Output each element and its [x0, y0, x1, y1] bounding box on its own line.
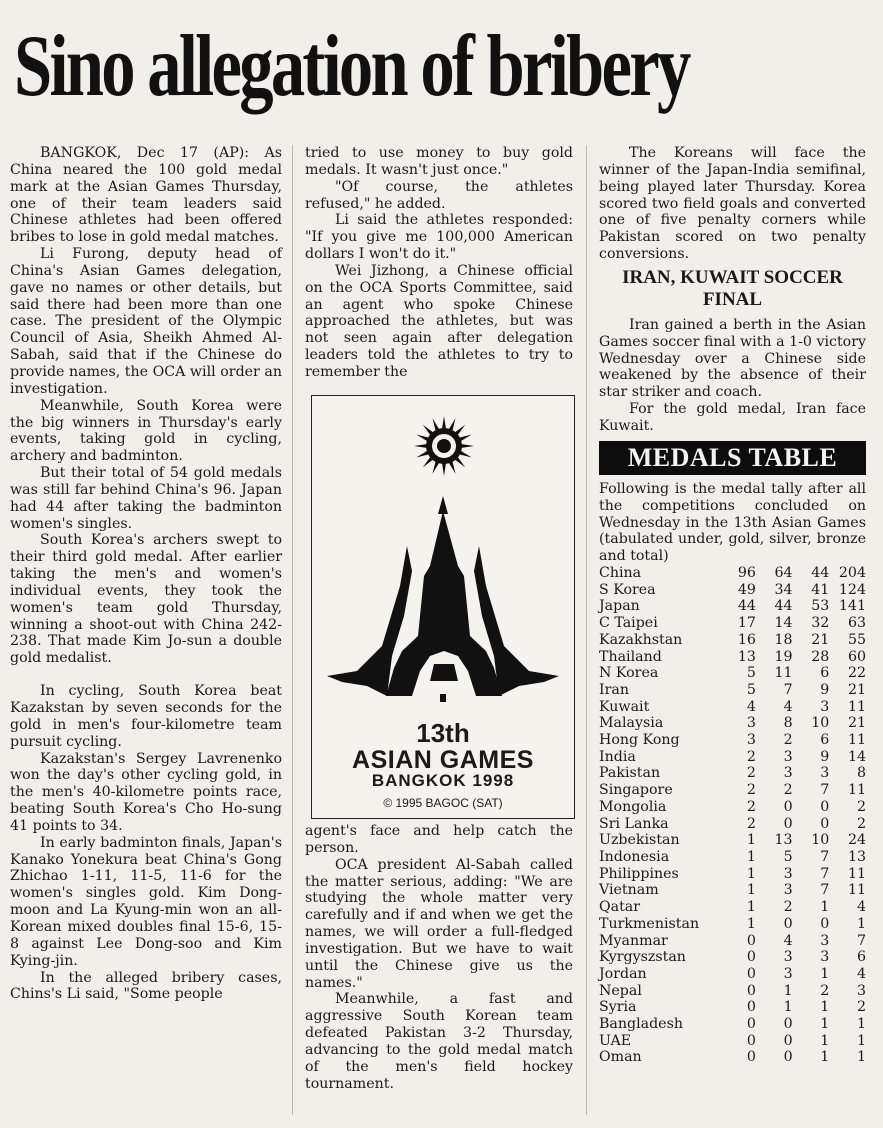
silver-cell: 3: [783, 965, 793, 982]
bronze-cell: 7: [820, 848, 830, 865]
total-cell: 4: [856, 899, 866, 916]
country-cell: Nepal: [599, 982, 642, 999]
country-cell: Mongolia: [599, 798, 667, 815]
medal-row: [599, 582, 866, 599]
gold-cell: 4: [746, 698, 756, 715]
medal-row: [599, 665, 866, 682]
gold-cell: 1: [746, 882, 756, 899]
silver-cell: 3: [783, 865, 793, 882]
medal-row: [599, 999, 866, 1016]
paragraph: Iran gained a berth in the Asian Games soccer final with a 1-0 victory Wednesday over a Chinese side weakened by the absence of their star striker and coach.: [599, 316, 866, 401]
gold-cell: 44: [737, 598, 756, 615]
country-cell: Indonesia: [599, 848, 670, 865]
silver-cell: 2: [783, 899, 793, 916]
bronze-cell: 3: [820, 765, 830, 782]
country-cell: India: [599, 748, 636, 765]
total-cell: 14: [847, 748, 866, 765]
country-cell: Qatar: [599, 899, 641, 916]
bronze-cell: 1: [820, 999, 830, 1016]
total-cell: 11: [847, 882, 866, 899]
bronze-cell: 2: [820, 982, 830, 999]
gold-cell: 2: [746, 782, 756, 799]
medals-table-heading: MEDALS TABLE: [599, 441, 866, 475]
silver-cell: 1: [783, 982, 793, 999]
total-cell: 4: [856, 965, 866, 982]
gold-cell: 0: [746, 982, 756, 999]
total-cell: 11: [847, 698, 866, 715]
gold-cell: 0: [746, 1032, 756, 1049]
bronze-cell: 32: [811, 615, 830, 632]
logo-title: ASIAN GAMES: [352, 746, 534, 774]
medal-row: [599, 699, 866, 716]
article-column-2-continued: [305, 823, 573, 1093]
sun-ray: [459, 451, 472, 458]
country-cell: Kuwait: [599, 698, 650, 715]
country-cell: Malaysia: [599, 715, 664, 732]
bronze-cell: 10: [811, 715, 830, 732]
gold-cell: 1: [746, 832, 756, 849]
headline: Sino allegation of bribery: [14, 18, 689, 115]
gold-cell: 0: [746, 932, 756, 949]
sun-ray: [442, 463, 446, 476]
paragraph: Meanwhile, a fast and aggressive South Korean team defeated Pakistan 3-2 Thursday, advancing to the gold medal match of the men's field hockey tournament.: [305, 991, 573, 1092]
bronze-cell: 44: [811, 565, 830, 582]
bronze-cell: 21: [811, 631, 830, 648]
total-cell: 24: [847, 832, 866, 849]
country-cell: C Taipei: [599, 615, 658, 632]
paragraph: tried to use money to buy gold medals. It wasn't just once.": [305, 145, 573, 178]
total-cell: 11: [847, 732, 866, 749]
silver-cell: 0: [783, 915, 793, 932]
silver-cell: 4: [783, 698, 793, 715]
country-cell: Kyrgyszstan: [599, 949, 686, 966]
gold-cell: 5: [746, 681, 756, 698]
country-cell: S Korea: [599, 581, 656, 598]
bronze-cell: 3: [820, 698, 830, 715]
bronze-cell: 10: [811, 832, 830, 849]
total-cell: 1: [856, 915, 866, 932]
medal-row: [599, 615, 866, 632]
total-cell: 63: [847, 615, 866, 632]
paragraph: In the alleged bribery cases, Chins's Li said, "Some people: [10, 969, 282, 1003]
bronze-cell: 0: [820, 915, 830, 932]
silver-cell: 3: [783, 949, 793, 966]
medal-row: [599, 782, 866, 799]
thai-crown-a-icon: [327, 496, 559, 702]
country-cell: Vietnam: [599, 882, 659, 899]
silver-cell: 64: [774, 565, 793, 582]
gold-cell: 2: [746, 748, 756, 765]
medal-row: [599, 765, 866, 782]
paragraph: Li Furong, deputy head of China's Asian Games delegation, gave no names or other details, but said there had been more than one case. The president of the Olympic Council of Asia, Sheikh Ahmed Al-Sabah, said that if the Chinese do provide names, the OCA will order an investigation.: [10, 246, 282, 397]
asian-games-logo: [311, 395, 575, 819]
silver-cell: 11: [774, 665, 793, 682]
sun-ray: [455, 425, 466, 436]
silver-cell: 3: [783, 882, 793, 899]
country-cell: Oman: [599, 1049, 642, 1066]
article-column-1: [10, 145, 282, 1003]
country-cell: Myanmar: [599, 932, 668, 949]
bronze-cell: 0: [820, 798, 830, 815]
medal-row: [599, 882, 866, 899]
total-cell: 1: [856, 1016, 866, 1033]
gold-cell: 3: [746, 732, 756, 749]
bronze-cell: 9: [820, 681, 830, 698]
logo-subtitle: BANGKOK 1998: [371, 771, 515, 790]
country-cell: Iran: [599, 681, 629, 698]
sun-ray: [455, 457, 466, 468]
gold-cell: 0: [746, 1049, 756, 1066]
paragraph: South Korea's archers swept to their third gold medal. After earlier taking the men's and women's individual events, they took the women's team gold Thursday, winning a shoot-out with China 242-238. That made Kim Jo-sun a double gold medalist.: [10, 532, 282, 667]
silver-cell: 19: [774, 648, 793, 665]
sun-emblem-icon: [414, 416, 474, 476]
country-cell: Philippines: [599, 865, 679, 882]
subheading: IRAN, KUWAIT SOCCER FINAL: [622, 266, 843, 310]
silver-cell: 7: [783, 681, 793, 698]
sun-ray: [423, 425, 434, 436]
bronze-cell: 1: [820, 1049, 830, 1066]
medal-row: [599, 983, 866, 1000]
gold-cell: 16: [737, 631, 756, 648]
medal-row: [599, 682, 866, 699]
silver-cell: 0: [783, 1016, 793, 1033]
medal-row: [599, 632, 866, 649]
total-cell: 8: [856, 765, 866, 782]
gold-cell: 1: [746, 848, 756, 865]
silver-cell: 8: [783, 715, 793, 732]
bronze-cell: 28: [811, 648, 830, 665]
medal-row: [599, 749, 866, 766]
country-cell: UAE: [599, 1032, 632, 1049]
medal-row: [599, 966, 866, 983]
country-cell: Hong Kong: [599, 732, 680, 749]
medal-row: [599, 598, 866, 615]
total-cell: 3: [856, 982, 866, 999]
medal-row: [599, 1033, 866, 1050]
silver-cell: 1: [783, 999, 793, 1016]
bronze-cell: 1: [820, 1016, 830, 1033]
total-cell: 11: [847, 865, 866, 882]
total-cell: 2: [856, 999, 866, 1016]
paragraph: But their total of 54 gold medals was still far behind China's 96. Japan had 44 after taking the badminton women's singles.: [10, 465, 282, 532]
country-cell: N Korea: [599, 665, 659, 682]
medal-row: [599, 949, 866, 966]
paragraph: In cycling, South Korea beat Kazakstan by seven seconds for the gold in men's four-kilometre team pursuit cycling.: [10, 683, 282, 750]
silver-cell: 0: [783, 1032, 793, 1049]
bronze-cell: 7: [820, 782, 830, 799]
silver-cell: 34: [774, 581, 793, 598]
gold-cell: 0: [746, 949, 756, 966]
paragraph: Wei Jizhong, a Chinese official on the OCA Sports Committee, said an agent who spoke Chinese approached the athletes, but was not seen again after delegation leaders told the athletes to try to remember the: [305, 262, 573, 380]
total-cell: 1: [856, 1032, 866, 1049]
paragraph: For the gold medal, Iran face Kuwait.: [599, 401, 866, 434]
bronze-cell: 41: [811, 581, 830, 598]
silver-cell: 14: [774, 615, 793, 632]
paragraph: Meanwhile, South Korea were the big winners in Thursday's early events, taking gold in cycling, archery and badminton.: [10, 397, 282, 465]
bronze-cell: 1: [820, 899, 830, 916]
total-cell: 141: [838, 598, 866, 615]
medal-row: [599, 849, 866, 866]
country-cell: Japan: [599, 598, 640, 615]
silver-cell: 2: [783, 732, 793, 749]
total-cell: 7: [856, 932, 866, 949]
medal-row: [599, 816, 866, 833]
gold-cell: 1: [746, 915, 756, 932]
sun-ray: [433, 461, 440, 474]
medal-row: [599, 565, 866, 582]
sun-ray: [414, 444, 427, 448]
gold-cell: 49: [737, 581, 756, 598]
bronze-cell: 53: [811, 598, 830, 615]
gold-cell: 0: [746, 999, 756, 1016]
medal-row: [599, 899, 866, 916]
bronze-cell: 0: [820, 815, 830, 832]
gold-cell: 2: [746, 765, 756, 782]
total-cell: 55: [847, 631, 866, 648]
sun-ray: [416, 435, 429, 442]
silver-cell: 0: [783, 798, 793, 815]
bronze-cell: 1: [820, 965, 830, 982]
gold-cell: 3: [746, 715, 756, 732]
medal-row: [599, 1016, 866, 1033]
medal-row: [599, 933, 866, 950]
sun-ray: [416, 451, 429, 458]
medal-row: [599, 832, 866, 849]
total-cell: 2: [856, 815, 866, 832]
bronze-cell: 6: [820, 665, 830, 682]
gold-cell: 1: [746, 899, 756, 916]
country-cell: Thailand: [599, 648, 662, 665]
silver-cell: 5: [783, 848, 793, 865]
silver-cell: 44: [774, 598, 793, 615]
gold-cell: 2: [746, 815, 756, 832]
bronze-cell: 7: [820, 882, 830, 899]
silver-cell: 18: [774, 631, 793, 648]
sun-ray: [459, 435, 472, 442]
total-cell: 21: [847, 681, 866, 698]
medals-intro: Following is the medal tally after all the competitions concluded on Wednesday in the 13th Asian Games (tabulated under, gold, silver, bronze and total): [599, 480, 866, 565]
silver-cell: 0: [783, 1049, 793, 1066]
total-cell: 60: [847, 648, 866, 665]
silver-cell: 13: [774, 832, 793, 849]
total-cell: 124: [838, 581, 866, 598]
country-cell: Turkmenistan: [599, 915, 700, 932]
country-cell: Bangladesh: [599, 1016, 683, 1033]
gold-cell: 13: [737, 648, 756, 665]
column-rule: [586, 145, 587, 1115]
country-cell: Syria: [599, 999, 637, 1016]
total-cell: 22: [847, 665, 866, 682]
silver-cell: 3: [783, 748, 793, 765]
gold-cell: 1: [746, 865, 756, 882]
paragraph: OCA president Al-Sabah called the matter serious, adding: "We are studying the whole matter very carefully and if and when we get the names, we will order a full-fledged investigation. But we have to wait until the Chinese give us the names.": [305, 856, 573, 991]
gold-cell: 96: [737, 565, 756, 582]
gold-cell: 0: [746, 965, 756, 982]
total-cell: 204: [838, 565, 866, 582]
country-cell: Singapore: [599, 782, 673, 799]
total-cell: 2: [856, 798, 866, 815]
medals-table: [599, 565, 866, 1066]
medal-row: [599, 732, 866, 749]
sun-ray: [449, 418, 456, 431]
bronze-cell: 7: [820, 865, 830, 882]
paragraph: "Of course, the athletes refused," he added.: [305, 178, 573, 212]
paragraph: BANGKOK, Dec 17 (AP): As China neared the 100 gold medal mark at the Asian Games Thursday, one of their team leaders said Chinese athletes had been offered bribes to lose in gold medal matches.: [10, 145, 282, 246]
bronze-cell: 9: [820, 748, 830, 765]
total-cell: 1: [856, 1049, 866, 1066]
sun-ray: [433, 418, 440, 431]
gold-cell: 2: [746, 798, 756, 815]
gold-cell: 5: [746, 665, 756, 682]
total-cell: 21: [847, 715, 866, 732]
total-cell: 11: [847, 782, 866, 799]
medal-row: [599, 715, 866, 732]
country-cell: Uzbekistan: [599, 832, 680, 849]
total-cell: 6: [856, 949, 866, 966]
paragraph: agent's face and help catch the person.: [305, 823, 573, 856]
logo-edition: 13th: [416, 718, 470, 748]
article-column-3: [599, 145, 866, 1066]
silver-cell: 3: [783, 765, 793, 782]
bronze-cell: 3: [820, 932, 830, 949]
medal-row: [599, 866, 866, 883]
country-cell: China: [599, 565, 642, 582]
country-cell: Jordan: [599, 965, 647, 982]
country-cell: Sri Lanka: [599, 815, 669, 832]
article-column-2: [305, 145, 573, 381]
paragraph: Li said the athletes responded: "If you give me 100,000 American dollars I won't do it.": [305, 212, 573, 263]
paragraph: The Koreans will face the winner of the Japan-India semifinal, being played later Thursday. Korea scored two field goals and converted one of five penalty corners while Pakistan scored on two penalty conversions.: [599, 145, 866, 263]
silver-cell: 4: [783, 932, 793, 949]
sun-ray: [461, 444, 474, 448]
bronze-cell: 1: [820, 1032, 830, 1049]
country-cell: Pakistan: [599, 765, 661, 782]
bronze-cell: 3: [820, 949, 830, 966]
logo-copyright: © 1995 BAGOC (SAT): [383, 796, 503, 810]
medal-row: [599, 799, 866, 816]
medal-row: [599, 649, 866, 666]
bronze-cell: 6: [820, 732, 830, 749]
gold-cell: 0: [746, 1016, 756, 1033]
silver-cell: 0: [783, 815, 793, 832]
sun-ray: [442, 416, 446, 429]
total-cell: 13: [847, 848, 866, 865]
silver-cell: 2: [783, 782, 793, 799]
country-cell: Kazakhstan: [599, 631, 683, 648]
medal-row: [599, 916, 866, 933]
paragraph: In early badminton finals, Japan's Kanako Yonekura beat China's Gong Zhichao 1-11, 11-5, 11-6 for the women's singles gold. Kim Dong-moon and La Kyung-min won an all-Korean mixed doubles final 15-6, 15-8 against Lee Dong-soo and Kim Kying-jin.: [10, 834, 282, 969]
column-rule: [292, 145, 293, 1115]
sun-ray: [449, 461, 456, 474]
paragraph: Kazakstan's Sergey Lavrenenko won the day's other cycling gold, in the men's 40-kilometre points race, beating South Korea's Cho Ho-sung 41 points to 34.: [10, 750, 282, 834]
gold-cell: 17: [737, 615, 756, 632]
sun-ray: [423, 457, 434, 468]
medal-row: [599, 1049, 866, 1066]
